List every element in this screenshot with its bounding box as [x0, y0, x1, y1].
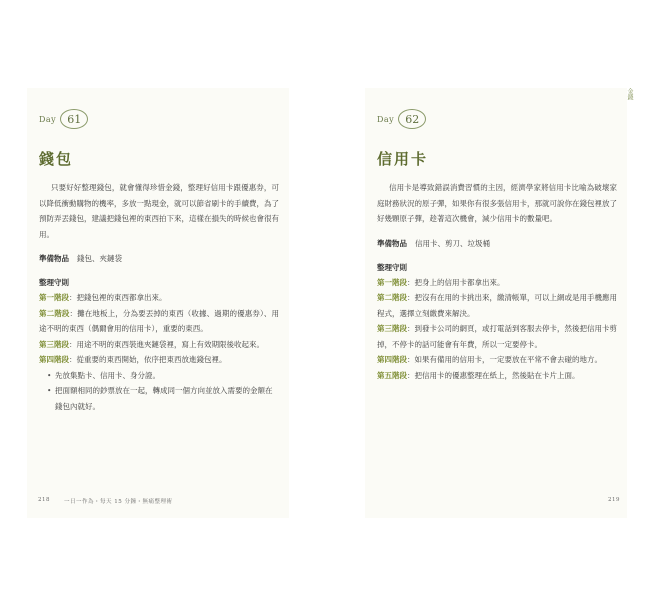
step-text: ：把信用卡的優惠整理在紙上，然後貼在卡片上面。	[407, 370, 580, 380]
right-page	[365, 88, 627, 518]
step-text: ：把錢包裡的東西都拿出來。	[69, 293, 167, 302]
step-item	[377, 352, 617, 368]
bullet-list	[39, 368, 279, 415]
intro-paragraph: 信用卡是導致錯誤消費習慣的主因，經濟學家將信用卡比喻為破壞家庭財務狀況的原子彈，如果你有很多張信用卡，那就可說你在錢包裡放了好幾顆原子彈，趁著這次機會，減少信用卡的數量吧。	[377, 183, 617, 223]
intro-paragraph: 只要好好整理錢包，就會懂得珍惜金錢，整理好信用卡跟優惠券，可以降低衝動購物的機率，多放一點現金，就可以節省刷卡的手續費，為了預防弄丟錢包，建議把錢包裡的東西拍下來，這樣在損失的時候也會很有用。	[39, 183, 279, 239]
prep-value: 錢包、夾鏈袋	[77, 254, 122, 263]
day-number: 61	[60, 109, 88, 129]
running-title: 一日一作為・每天 15 分鐘・無痛整理術	[64, 499, 173, 505]
prep-value: 信用卡、剪刀、垃圾桶	[415, 238, 490, 248]
prep-label: 準備物品	[377, 238, 407, 248]
step-stage: 第二階段	[377, 293, 407, 302]
step-item	[377, 321, 617, 352]
page-number-left: 218	[38, 497, 50, 503]
step-stage: 第四階段	[377, 355, 407, 364]
step-stage: 第一階段	[39, 293, 69, 302]
steps-heading: 整理守則	[377, 262, 407, 272]
step-item	[39, 352, 279, 368]
step-stage: 第四階段	[39, 355, 69, 364]
day-label: Day	[377, 114, 395, 124]
step-item	[39, 306, 279, 337]
step-item	[39, 290, 279, 306]
step-text: ：從重要的東西開始，依序把東西放進錢包裡。	[69, 355, 227, 364]
prep-items	[39, 252, 279, 266]
step-stage: 第一階段	[377, 277, 407, 287]
day-marker	[377, 108, 617, 130]
step-item	[377, 290, 617, 321]
step-text: ：到發卡公司的網頁，或打電話到客服去停卡，然後把信用卡剪掉，不停卡的話可能會有年費，所以一定要停卡。	[377, 324, 617, 349]
bullet-item: • 先放集點卡、信用卡、身分證。	[55, 368, 279, 384]
step-item	[39, 337, 279, 353]
left-page	[27, 88, 289, 518]
day-number: 62	[398, 109, 426, 129]
step-text: ：用途不明的東西裝進夾鏈袋裡，寫上有效期限後收起來。	[69, 339, 264, 349]
step-stage: 第三階段	[377, 324, 407, 333]
step-item	[377, 368, 617, 384]
step-text: ：把身上的信用卡都拿出來。	[407, 277, 505, 287]
step-text: ：如果有備用的信用卡，一定要放在平常不會去碰的地方。	[407, 355, 602, 364]
step-stage: 第二階段	[39, 308, 70, 318]
page-title: 錢包	[39, 150, 74, 168]
day-label: Day	[39, 114, 57, 124]
step-text: ：攤在地板上，分為要丟掉的東西（收據、過期的優惠券）、用途不明的東西（偶爾會用的信用卡），重要的東西。	[39, 308, 279, 333]
step-stage: 第五階段	[377, 370, 407, 380]
bullet-item: • 把面額相同的鈔票放在一起，轉成同一個方向並放入需要的金額在錢包內就好。	[55, 383, 279, 414]
chapter-side-tab: 金錢	[626, 88, 633, 100]
prep-label: 準備物品	[39, 254, 69, 263]
step-item	[377, 275, 617, 291]
steps-heading: 整理守則	[39, 278, 69, 287]
step-text: ：把沒有在用的卡挑出來，繳清帳單，可以上網或是用手機應用程式，選擇立刻繳費來解決。	[377, 293, 617, 318]
page-number-right: 219	[608, 497, 620, 503]
prep-items	[377, 237, 617, 251]
day-marker	[39, 108, 279, 130]
page-title: 信用卡	[377, 150, 429, 168]
step-stage: 第三階段	[39, 339, 69, 349]
